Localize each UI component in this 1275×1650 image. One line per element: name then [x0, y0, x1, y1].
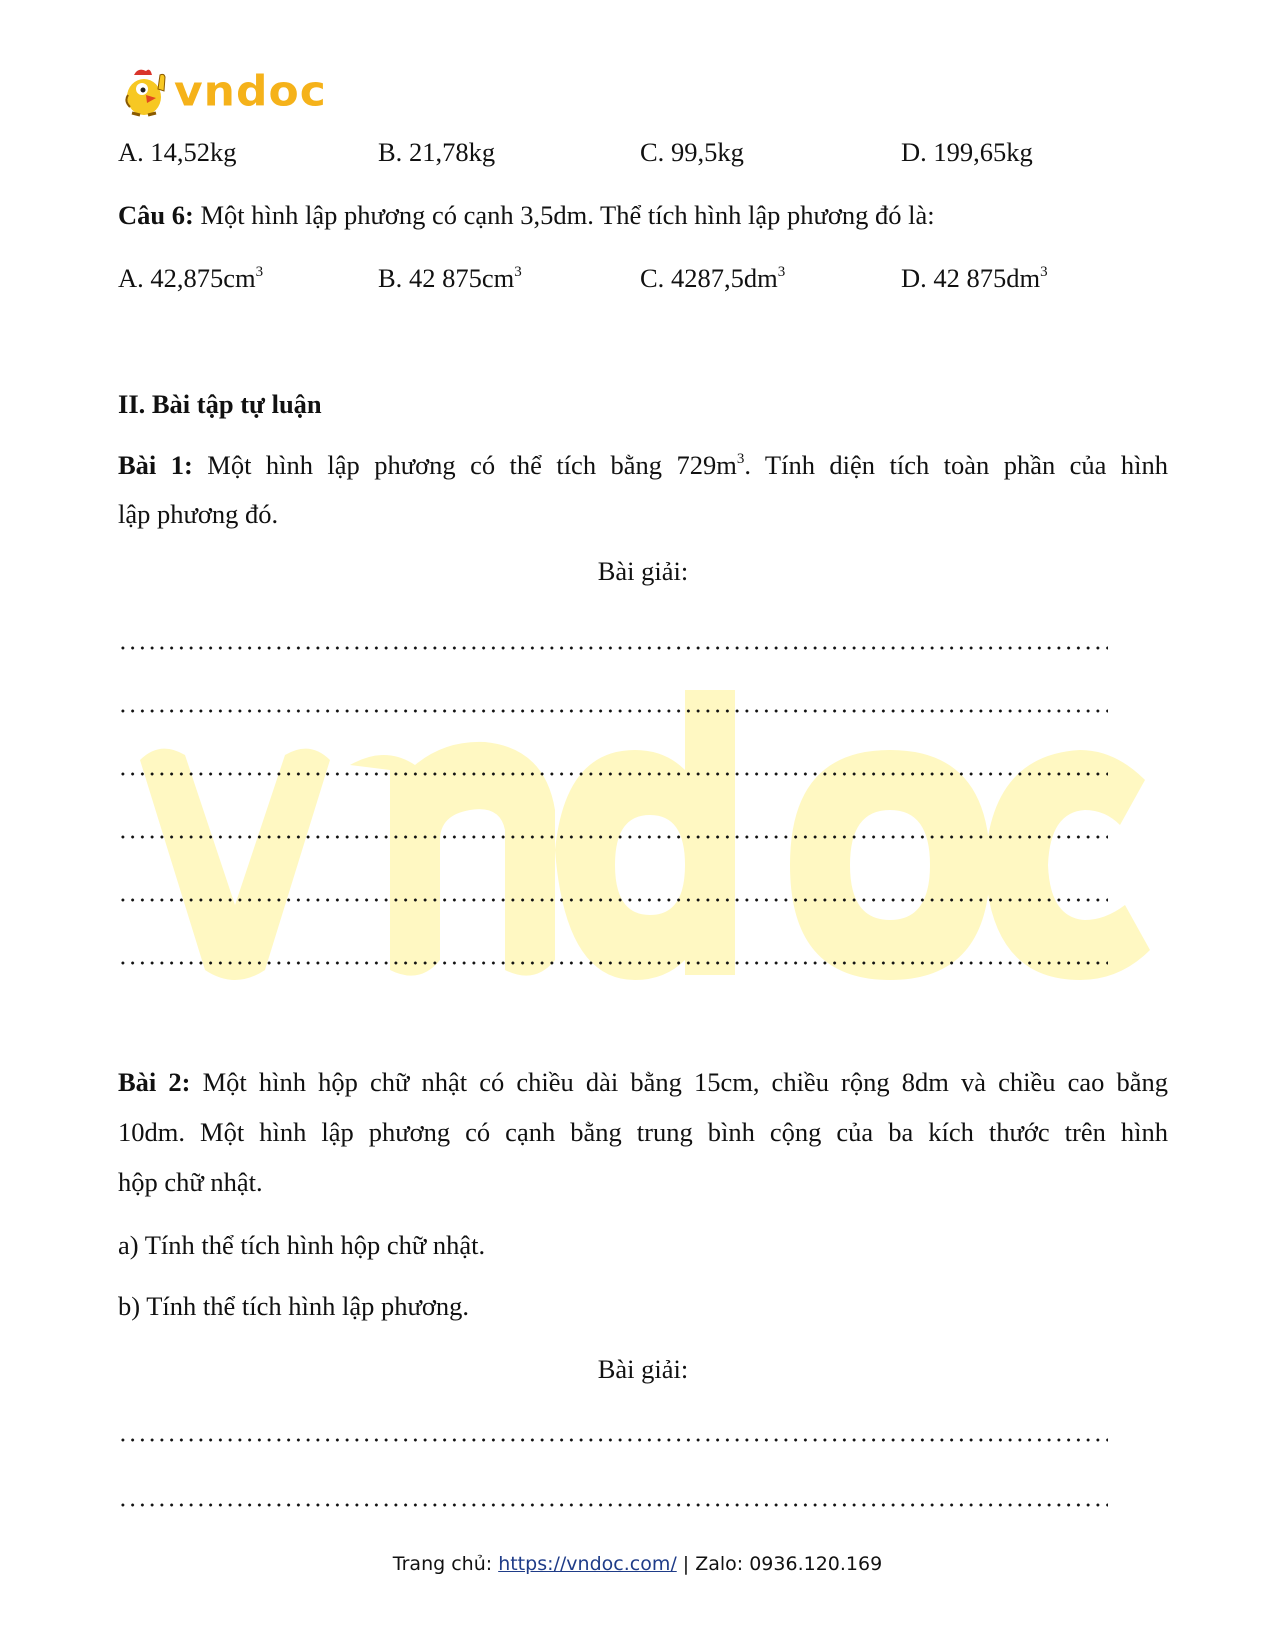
- exercise-2-line-2: 10dm. Một hình lập phương có cạnh bằng trung bình cộng của ba kích thước trên hình: [118, 1117, 1168, 1147]
- answer-line[interactable]: [118, 1438, 1108, 1442]
- option-label: C.: [640, 263, 665, 293]
- exercise-2-part-a: a) Tính thể tích hình hộp chữ nhật.: [118, 1230, 486, 1260]
- option-value: 199,65kg: [933, 137, 1033, 167]
- answer-line[interactable]: [118, 772, 1108, 776]
- answer-line[interactable]: [118, 1503, 1108, 1507]
- answer-line[interactable]: [118, 646, 1108, 650]
- question-label: Câu 6:: [118, 200, 194, 230]
- option-label: C.: [640, 137, 665, 167]
- superscript: 3: [777, 264, 786, 280]
- option-b: [378, 139, 495, 166]
- exercise-label: Bài 2:: [118, 1067, 191, 1097]
- answer-line[interactable]: [118, 961, 1108, 965]
- vndoc-watermark: [140, 690, 1170, 990]
- option-value: 4287,5dm: [670, 263, 778, 293]
- option-value: 42 875cm: [408, 263, 515, 293]
- chicken-mascot-icon: [120, 65, 172, 119]
- question-text: Một hình lập phương có cạnh 3,5dm. Thể tích hình lập phương đó là:: [200, 200, 935, 230]
- superscript: 3: [1040, 264, 1048, 280]
- answer-line[interactable]: [118, 835, 1108, 839]
- exercise-2-line-3: hộp chữ nhật.: [118, 1167, 263, 1197]
- exercise-text: Một hình lập phương có thể tích bằng 729m: [207, 450, 737, 480]
- option-value: 21,78kg: [408, 137, 496, 167]
- exercise-1-line-1: [118, 452, 1168, 479]
- option-d: [901, 265, 1048, 292]
- vndoc-logo[interactable]: [120, 64, 327, 120]
- exercise-text: Một hình hộp chữ nhật có chiều dài bằng 15cm, chiều rộng 8dm và chiều cao bằng: [202, 1067, 1168, 1097]
- option-c: [640, 265, 785, 292]
- option-d: [901, 139, 1033, 166]
- footer-home-label: Trang chủ:: [392, 1553, 499, 1575]
- option-value: 99,5kg: [670, 137, 744, 167]
- option-b: [378, 265, 522, 292]
- option-label: D.: [901, 137, 927, 167]
- solution-label-1: Bài giải:: [597, 556, 689, 586]
- answer-line[interactable]: [118, 709, 1108, 713]
- superscript: 3: [736, 451, 745, 467]
- option-a: [118, 265, 263, 292]
- option-label: B.: [378, 137, 403, 167]
- exercise-text: . Tính diện tích toàn phần của hình: [744, 450, 1168, 480]
- option-label: A.: [118, 263, 144, 293]
- footer-home-link[interactable]: https://vndoc.com/: [498, 1553, 677, 1575]
- page-footer: [0, 1553, 1275, 1575]
- option-label: A.: [118, 137, 144, 167]
- option-c: [640, 139, 744, 166]
- footer-zalo: Zalo: 0936.120.169: [695, 1553, 883, 1575]
- option-a: [118, 139, 237, 166]
- exercise-label: Bài 1:: [118, 450, 193, 480]
- option-label: D.: [901, 263, 927, 293]
- superscript: 3: [514, 264, 522, 280]
- exercise-2-part-b: b) Tính thể tích hình lập phương.: [118, 1291, 469, 1321]
- logo-wordmark: vndoc: [174, 67, 327, 116]
- option-label: B.: [378, 263, 403, 293]
- solution-label-2: Bài giải:: [597, 1354, 689, 1384]
- option-value: 42 875dm: [933, 263, 1041, 293]
- section-title: II. Bài tập tự luận: [118, 389, 322, 419]
- question-6: [118, 202, 935, 229]
- exercise-1-line-2: lập phương đó.: [118, 499, 279, 529]
- option-value: 42,875cm: [150, 263, 256, 293]
- exercise-2-line-1: [118, 1069, 1168, 1096]
- answer-line[interactable]: [118, 898, 1108, 902]
- option-value: 14,52kg: [150, 137, 237, 167]
- footer-separator: |: [676, 1553, 696, 1575]
- superscript: 3: [255, 264, 264, 280]
